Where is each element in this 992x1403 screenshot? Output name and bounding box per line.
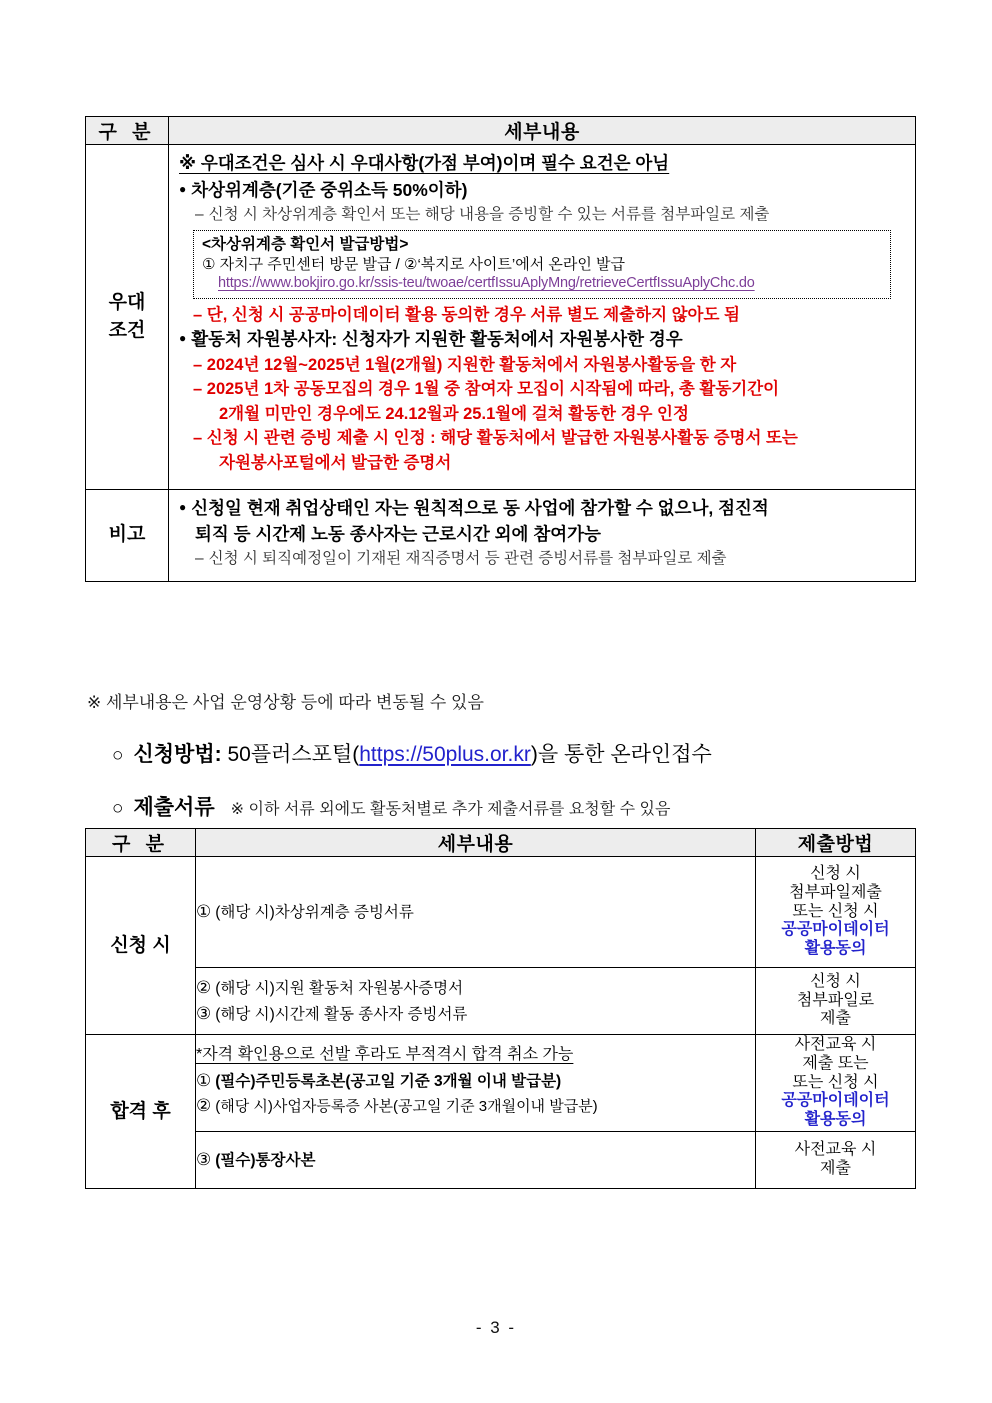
detail-cell-after-pass-1 xyxy=(196,1035,756,1132)
preferential-bullet-1-text: 차상위계층(기준 중위소득 50%이하) xyxy=(191,179,468,200)
remarks-bullet-1-cont: 퇴직 등 시간제 노동 종사자는 근로시간 외에 참여가능 xyxy=(195,523,601,544)
mydata-consent-line: 활용동의 xyxy=(804,940,867,958)
bullet-dot-icon: ● xyxy=(179,500,187,514)
preferential-bullet-2-text: 활동처 자원봉사자: 신청자가 지원한 활동처에서 자원봉사한 경우 xyxy=(191,329,683,349)
table-row xyxy=(86,968,916,1035)
preferential-red-dash-2 xyxy=(193,357,905,374)
method-line: 사전교육 시 xyxy=(794,1141,877,1159)
column-header-detail: 세부내용 xyxy=(169,117,916,145)
row-detail-remarks xyxy=(169,490,916,582)
column-header-category: 구 분 xyxy=(86,117,169,145)
documents-table xyxy=(85,828,916,1189)
preferential-bullet-2 xyxy=(179,331,905,349)
preferential-detail-body xyxy=(169,145,915,489)
dash-icon: – xyxy=(193,429,203,447)
preferential-red-dash-2-text: 2024년 12월~2025년 1월(2개월) 지원한 활동처에서 자원봉사활동을 한 자 xyxy=(206,355,737,374)
method-line: 또는 신청 시 xyxy=(792,902,879,920)
method-cell-after-pass-2 xyxy=(756,1132,916,1189)
documents-heading-label: 제출서류 xyxy=(133,796,215,819)
apply-method-line xyxy=(112,738,712,768)
issuance-method-box xyxy=(193,230,891,299)
column-header-category: 구 분 xyxy=(86,829,196,857)
page-number: - 3 - xyxy=(475,1318,517,1337)
preferential-red-dash-4-cont: 자원봉사포털에서 발급한 증명서 xyxy=(219,453,452,472)
table-row-preferential xyxy=(86,145,916,490)
apply-method-label: 신청방법: xyxy=(133,743,222,766)
preferential-red-dash-3-text: 2025년 1차 공동모집의 경우 1월 중 참여자 모집이 시작됨에 따라, 총 활동기간이 xyxy=(206,380,780,398)
preferential-red-dash-3-cont: 2개월 미만인 경우에도 24.12월과 25.1월에 걸쳐 활동한 경우 인정 xyxy=(219,404,689,423)
column-header-detail: 세부내용 xyxy=(196,829,756,857)
table-header-row xyxy=(86,829,916,857)
issuance-box-title: <차상위계층 확인서 발급방법> xyxy=(202,235,409,253)
method-line: 제출 xyxy=(820,1010,851,1028)
table-row xyxy=(86,1035,916,1132)
preferential-red-dash-4-text: 신청 시 관련 증빙 제출 시 인정 : 해당 활동처에서 발급한 자원봉사활동 증명서 또는 xyxy=(206,429,798,447)
document-item xyxy=(196,979,755,997)
item-text: (필수)주민등록초본(공고일 기준 3개월 이내 발급분) xyxy=(215,1072,562,1090)
preferential-star-note: ※ 우대조건은 심사 시 우대사항(가점 부여)이며 필수 요건은 아님 xyxy=(179,153,670,173)
apply-method-pre-link: 50플러스포털( xyxy=(221,743,360,766)
fiftyplus-portal-link[interactable]: https://50plus.or.kr xyxy=(359,743,531,766)
preferential-red-dash-3 xyxy=(193,381,905,398)
preferential-dash-1-text: 신청 시 차상위계층 확인서 또는 해당 내용을 증빙할 수 있는 서류를 첨부파일로 제출 xyxy=(208,206,770,223)
method-line: 첨부파일로 xyxy=(796,991,875,1009)
remarks-dash-1-text: 신청 시 퇴직예정일이 기재된 재직증명서 등 관련 증빙서류를 첨부파일로 제출 xyxy=(208,550,727,567)
document-item xyxy=(196,1151,755,1169)
documents-heading-line xyxy=(112,791,670,821)
bullet-dot-icon: ● xyxy=(179,181,187,196)
table-row xyxy=(86,857,916,968)
item-number: ③ xyxy=(196,1003,212,1023)
method-cell-application-1 xyxy=(756,857,916,968)
detail-cell-application-2 xyxy=(196,968,756,1035)
eligibility-table-wrapper xyxy=(85,116,916,582)
method-cell-application-2 xyxy=(756,968,916,1035)
documents-table-wrapper xyxy=(85,828,916,1189)
mydata-consent-line: 활용동의 xyxy=(804,1111,867,1129)
document-item xyxy=(196,1097,755,1115)
method-line: 첨부파일제출 xyxy=(789,883,882,901)
dash-icon: – xyxy=(193,380,203,398)
qualification-check-note: *자격 확인용으로 선발 후라도 부적격시 합격 취소 가능 xyxy=(196,1046,574,1064)
detail-cell-application-1 xyxy=(196,857,756,968)
dash-icon: – xyxy=(195,550,204,567)
preferential-red-dash-1-text: 단, 신청 시 공공마이데이터 활용 동의한 경우 서류 별도 제출하지 않아도 됨 xyxy=(206,305,740,324)
preferential-red-dash-4 xyxy=(193,430,905,447)
detail-cell-after-pass-2 xyxy=(196,1132,756,1189)
item-number: ② xyxy=(196,978,212,998)
documents-heading-note: ※ 이하 서류 외에도 활동처별로 추가 제출서류를 요청할 수 있음 xyxy=(230,801,671,818)
group-label-on-application: 신청 시 xyxy=(86,857,196,1035)
table-header-row xyxy=(86,117,916,145)
table-row-remarks xyxy=(86,490,916,582)
document-item xyxy=(196,1005,755,1023)
mydata-consent-line: 공공마이데이터 xyxy=(781,1092,890,1110)
row-label-preferential xyxy=(86,145,169,490)
circle-marker-icon: ○ xyxy=(112,798,124,819)
item-text: (필수)통장사본 xyxy=(215,1151,316,1169)
method-cell-after-pass-1 xyxy=(756,1035,916,1132)
method-line: 신청 시 xyxy=(810,864,861,882)
item-number: ① xyxy=(196,901,212,921)
preferential-dash-1 xyxy=(195,207,905,223)
row-label-line1: 우대 xyxy=(108,292,146,314)
remarks-bullet-1-text: 신청일 현재 취업상태인 자는 원칙적으로 동 사업에 참가할 수 없으나, 점진적 xyxy=(191,498,769,518)
method-line: 제출 또는 xyxy=(802,1054,869,1072)
item-text: (해당 시)사업자등록증 사본(공고일 기준 3개월이내 발급분) xyxy=(215,1098,598,1116)
row-label-remarks: 비고 xyxy=(86,490,169,582)
remarks-dash-1 xyxy=(195,551,905,567)
row-label-line2: 조건 xyxy=(108,320,146,341)
document-item xyxy=(196,903,755,921)
dash-icon: – xyxy=(195,206,204,223)
table1-footnote: ※ 세부내용은 사업 운영상황 등에 따라 변동될 수 있음 xyxy=(87,693,484,712)
preferential-bullet-1 xyxy=(179,179,905,200)
method-line: 사전교육 시 xyxy=(794,1035,877,1053)
remarks-detail-body xyxy=(169,490,915,581)
bullet-dot-icon: ● xyxy=(179,331,187,345)
preferential-red-dash-1 xyxy=(193,307,905,324)
bokjiro-url-link[interactable]: https://www.bokjiro.go.kr/ssis-teu/twoae/certfIssuAplyMng/retrieveCertfIssuAplyChc.do xyxy=(218,275,755,291)
apply-method-post-link: )을 통한 온라인접수 xyxy=(530,743,712,766)
document-item xyxy=(196,1072,755,1090)
mydata-consent-line: 공공마이데이터 xyxy=(781,921,890,939)
item-text: (해당 시)지원 활동처 자원봉사증명서 xyxy=(215,980,464,998)
eligibility-table xyxy=(85,116,916,582)
dash-icon: – xyxy=(193,355,203,374)
group-label-after-pass: 합격 후 xyxy=(86,1035,196,1189)
item-number: ① xyxy=(196,1070,212,1090)
circle-marker-icon: ○ xyxy=(112,745,124,766)
item-number: ③ xyxy=(196,1149,212,1169)
table-row xyxy=(86,1132,916,1189)
row-detail-preferential xyxy=(169,145,916,490)
issuance-box-line1: ① 자치구 주민센터 방문 발급 / ②‘복지로 사이트’에서 온라인 발급 xyxy=(202,256,625,273)
remarks-bullet-1 xyxy=(179,500,905,518)
method-line: 제출 xyxy=(820,1160,851,1177)
method-line: 또는 신청 시 xyxy=(792,1073,879,1091)
item-number: ② xyxy=(196,1096,212,1116)
item-text: (해당 시)차상위계층 증빙서류 xyxy=(215,903,414,921)
method-line: 신청 시 xyxy=(810,972,861,990)
dash-icon: – xyxy=(193,305,203,324)
column-header-method: 제출방법 xyxy=(756,829,916,857)
item-text: (해당 시)시간제 활동 종사자 증빙서류 xyxy=(215,1005,468,1023)
